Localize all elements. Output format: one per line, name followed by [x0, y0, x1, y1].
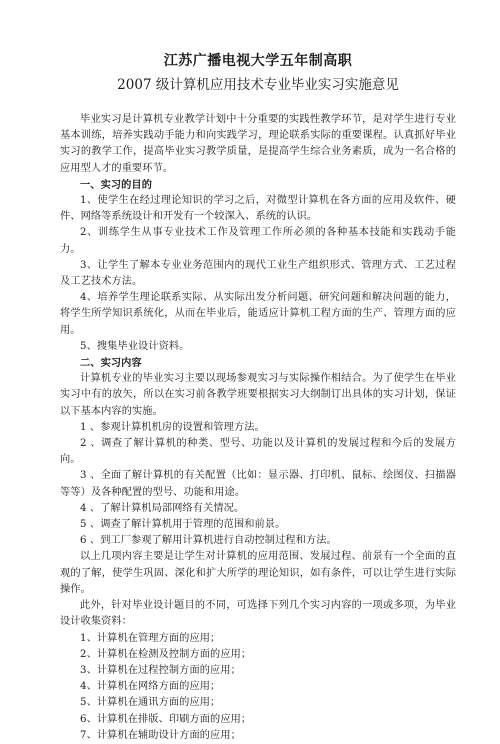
content-item: 4 、了解计算机局部网络有关情况。 — [80, 502, 245, 514]
purpose-item: 5、搜集毕业设计资料。 — [80, 340, 190, 352]
option-item: 4、计算机在网络方面的应用； — [80, 681, 221, 693]
content-item: 5 、调查了解计算机用于管理的范围和前景。 — [80, 519, 286, 531]
section-heading-content: 二、实习内容 — [80, 357, 142, 370]
section-heading-purpose: 一、实习的目的 — [80, 178, 153, 191]
option-item: 2、计算机在检测及控制方面的应用； — [80, 648, 252, 660]
content-intro-paragraph: 计算机专业的毕业实习主要以现场参观实习与实际操作相结合。为了使学生在毕业实习中有的放矢，所以在实习前各教学班要根据实习大纲制订出具体的实习计划，保证以下基本内容的实施。 — [60, 373, 456, 417]
option-item: 3、计算机在过程控制方面的应用； — [80, 664, 241, 676]
content-item: 6 、到工厂参观了解用计算机进行自动控制过程和方法。 — [80, 535, 337, 547]
content-summary-paragraph: 以上几项内容主要是让学生对计算机的应用范围、发展过程、前景有一个全面的直观的了解，使学生巩固、深化和扩大所学的理论知识，如有条件，可以让学生进行实际操作。 — [60, 551, 456, 595]
document-title: 江苏广播电视大学五年制高职 — [163, 53, 353, 69]
purpose-item: 4、培养学生理论联系实际、从实际出发分析问题、研究问题和解决问题的能力，将学生所学知识系统化，从而在毕业后，能适应计算机工程方面的生产、管理方面的应用。 — [60, 292, 456, 336]
option-item: 6、计算机在排版、印刷方面的应用； — [80, 713, 252, 725]
purpose-item: 2、训练学生从事专业技术工作及管理工作所必须的各种基本技能和实践动手能力。 — [60, 227, 456, 255]
option-item: 1、计算机在管理方面的应用； — [80, 632, 221, 644]
content-item: 3 、全面了解计算机的有关配置（比如：显示器、打印机、鼠标、绘图仪、扫描器等等）及各种配置的型号、功能和用途。 — [60, 470, 456, 498]
content-item: 2 、调查了解计算机的种类、型号、功能以及计算机的发展过程和今后的发展方向。 — [60, 438, 456, 466]
content-item: 1 、参观计算机机房的设置和管理方法。 — [80, 421, 265, 433]
content-lead-paragraph: 此外，针对毕业设计题目的不同，可选择下列几个实习内容的一项或多项，为毕业设计收集资料： — [60, 600, 456, 628]
option-item: 5、计算机在通讯方面的应用； — [80, 697, 221, 709]
purpose-item: 3、让学生了解本专业业务范围内的现代工业生产组织形式、管理方式、工艺过程及工艺技术方法。 — [60, 259, 456, 288]
intro-paragraph: 毕业实习是计算机专业教学计划中十分重要的实践性教学环节，是对学生进行专业基本训练，培养实践动手能力和向实践学习，理论联系实际的重要课程。认真抓好毕业实习的教学工作，提高毕业实习教学质量，是提高学生综合业务素质，成为一名合格的应用型人才的重要环节。 — [60, 114, 456, 174]
option-item: 7、计算机在辅助设计方面的应用； — [80, 729, 241, 741]
document-subtitle: 2007 级计算机应用技术专业毕业实习实施意见 — [117, 77, 399, 93]
purpose-item: 1、使学生在经过理论知识的学习之后，对微型计算机在各方面的应用及软件、硬件、网络等系统设计和开发有一个较深入、系统的认识。 — [60, 195, 456, 223]
